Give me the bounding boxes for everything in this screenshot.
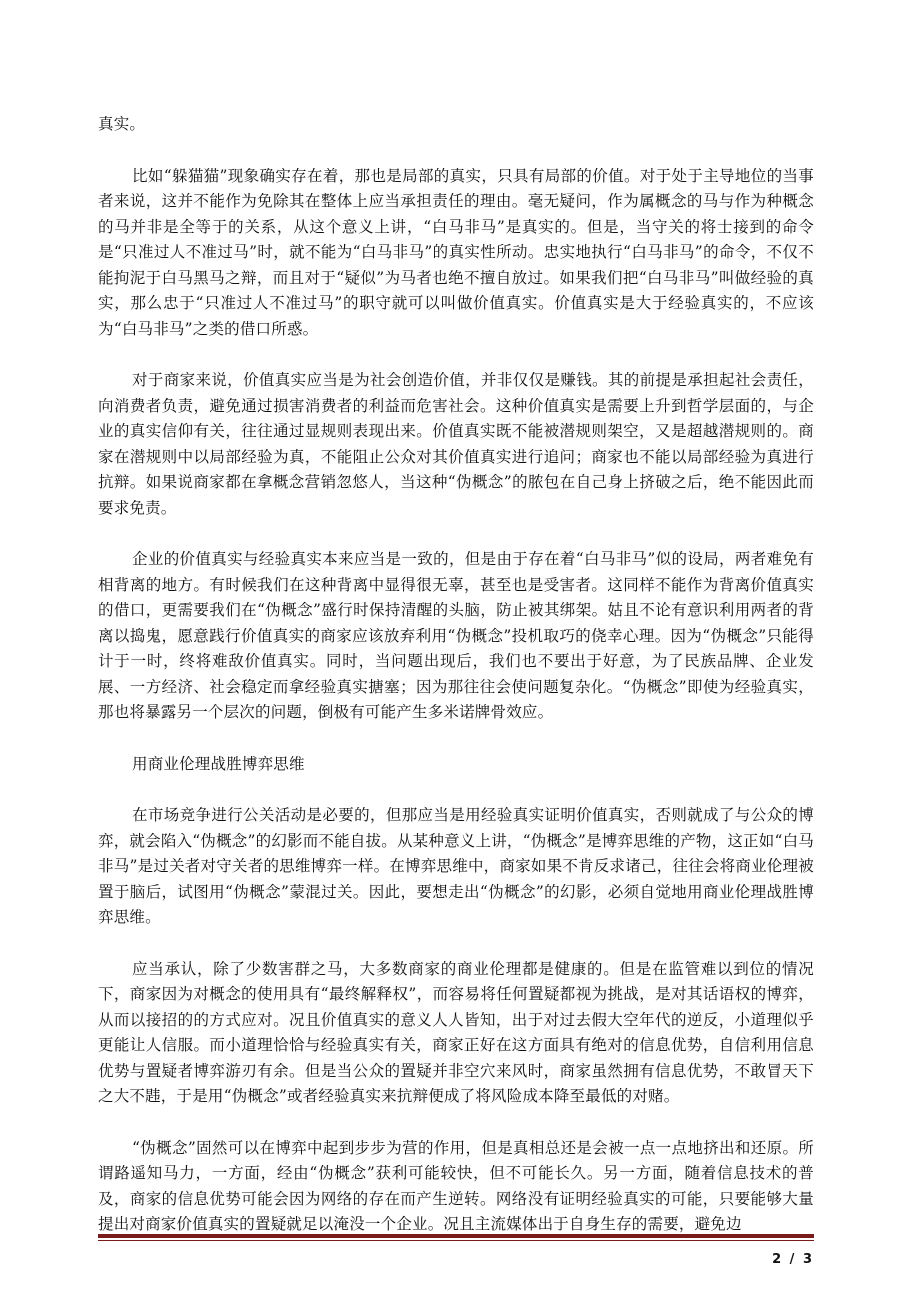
paragraph: 在市场竞争进行公关活动是必要的，但那应当是用经验真实证明价值真实，否则就成了与公众的博弈，就会陷入“伪概念”的幻影而不能自拔。从某种意义上讲，“伪概念”是博弈思维的产物，这正如“白马非马”是过关者对守关者的思维博弈一样。在博弈思维中，商家如果不肯反求诸己，往往会将商业伦理被置于脑后，试图用“伪概念”蒙混过关。因此，要想走出“伪概念”的幻影，必须自觉地用商业伦理战胜博弈思维。 (98, 806, 814, 926)
paragraph: 企业的价值真实与经验真实本来应当是一致的，但是由于存在着“白马非马”似的设局，两者难免有相背离的地方。有时候我们在这种背离中显得很无辜，甚至也是受害者。这同样不能作为背离价值真实的借口，更需要我们在“伪概念”盛行时保持清醒的头脑，防止被其绑架。姑且不论有意识利用两者的背离以捣鬼，愿意践行价值真实的商家应该放弃利用“伪概念”投机取巧的侥幸心理。因为“伪概念”只能得计于一时，终将难敌价值真实。同时，当问题出现后，我们也不要出于好意，为了民族品牌、企业发展、一方经济、社会稳定而拿经验真实搪塞；因为那往往会使问题复杂化。“伪概念”即使为经验真实，那也将暴露另一个层次的问题，倒极有可能产生多米诺牌骨效应。 (98, 550, 814, 721)
paragraph: 应当承认，除了少数害群之马，大多数商家的商业伦理都是健康的。但是在监管难以到位的情况下，商家因为对概念的使用具有“最终解释权”，而容易将任何置疑都视为挑战，是对其话语权的博弈，从而以接招的的方式应对。况且价值真实的意义人人皆知，出于对过去假大空年代的逆反，小道理似乎更能让人信服。而小道理恰恰与经验真实有关，商家正好在这方面具有绝对的信息优势，自信利用信息优势与置疑者博弈游刃有余。但是当公众的置疑并非空穴来风时，商家虽然拥有信息优势，不敢冒天下之大不韪，于是用“伪概念”或者经验真实来抗辩便成了将风险成本降至最低的对赌。 (98, 959, 814, 1105)
paragraph: 对于商家来说，价值真实应当是为社会创造价值，并非仅仅是赚钱。其的前提是承担起社会责任，向消费者负责，避免通过损害消费者的利益而危害社会。这种价值真实是需要上升到哲学层面的，与企业的真实信仰有关，往往通过显规则表现出来。价值真实既不能被潜规则架空，又是超越潜规则的。商家在潜规则中以局部经验为真，不能阻止公众对其价值真实进行追问；商家也不能以局部经验为真进行抗辩。如果说商家都在拿概念营销忽悠人，当这种“伪概念”的脓包在自己身上挤破之后，绝不能因此而要求免责。 (98, 371, 814, 517)
document-body (98, 112, 814, 1264)
page-number: 2 / 3 (772, 1252, 814, 1267)
section-heading: 用商业伦理战胜博弈思维 (132, 754, 305, 773)
paragraph: “伪概念”固然可以在博弈中起到步步为营的作用，但是真相总还是会被一点一点地挤出和还原。所谓路遥知马力，一方面，经由“伪概念”获利可能较快，但不可能长久。另一方面，随着信息技术的普及，商家的信息优势可能会因为网络的存在而产生逆转。网络没有证明经验真实的可能，只要能够大量提出对商家价值真实的置疑就足以淹没一个企业。况且主流媒体出于自身生存的需要，避免边 (98, 1138, 814, 1233)
footer-divider-thin (98, 1240, 814, 1241)
footer-divider (98, 1234, 814, 1238)
paragraph: 比如“躲猫猫”现象确实存在着，那也是局部的真实，只具有局部的价值。对于处于主导地位的当事者来说，这并不能作为免除其在整体上应当承担责任的理由。毫无疑问，作为属概念的马与作为种概念的马并非是全等于的关系，从这个意义上讲，“白马非马”是真实的。但是，当守关的将士接到的命令是“只准过人不准过马”时，就不能为“白马非马”的真实性所动。忠实地执行“白马非马”的命令，不仅不能拘泥于白马黑马之辩，而且对于“疑似”为马者也绝不擅自放过。如果我们把“白马非马”叫做经验的真实，那么忠于“只准过人不准过马”的职守就可以叫做价值真实。价值真实是大于经验真实的，不应该为“白马非马”之类的借口所惑。 (98, 166, 814, 338)
paragraph-continuation: 真实。 (98, 115, 146, 133)
